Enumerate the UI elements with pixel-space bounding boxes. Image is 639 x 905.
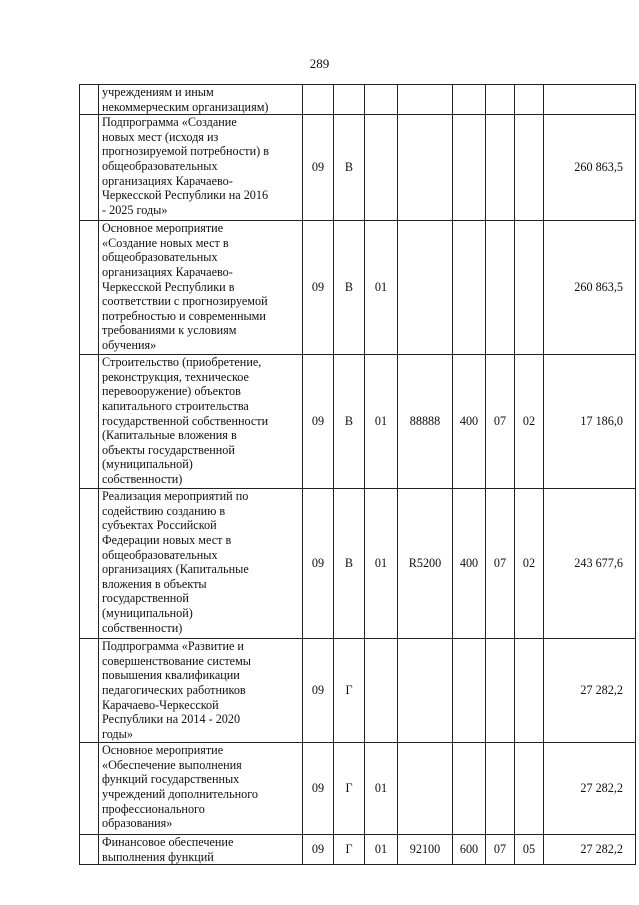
description-text: Основное мероприятие «Обеспечение выполнения функций государственных учреждений дополнительного профессионального образования» — [102, 743, 259, 831]
direction-code-cell: R5200 — [398, 489, 453, 639]
description-cell — [99, 115, 303, 221]
description-text: Финансовое обеспечение выполнения функций — [102, 835, 234, 864]
subsection-cell: 02 — [515, 489, 544, 639]
description-cell — [99, 489, 303, 639]
row-number-cell — [80, 115, 99, 221]
section-cell: 07 — [486, 355, 515, 489]
direction-code-cell — [398, 639, 453, 743]
subsection-cell — [515, 743, 544, 835]
budget-table — [79, 84, 636, 865]
table-row — [80, 221, 636, 355]
program-code-cell: 09 — [303, 835, 334, 865]
amount-cell: 27 282,2 — [544, 743, 636, 835]
subprogram-code-cell — [334, 85, 365, 115]
amount-cell: 260 863,5 — [544, 221, 636, 355]
direction-code-cell: 92100 — [398, 835, 453, 865]
expense-type-cell — [453, 221, 486, 355]
row-number-cell — [80, 85, 99, 115]
row-number-cell — [80, 743, 99, 835]
description-text: Подпрограмма «Создание новых мест (исходя из прогнозируемой потребности) в общеобразовательных организациях Карачаево- Черкесской Республики на 2016 - 2025 годы» — [102, 115, 269, 217]
table-row — [80, 835, 636, 865]
amount-cell — [544, 85, 636, 115]
subprogram-code-cell: Г — [334, 835, 365, 865]
table-row — [80, 639, 636, 743]
subprogram-code-cell: В — [334, 489, 365, 639]
budget-table-body — [80, 85, 636, 865]
description-cell — [99, 221, 303, 355]
subsection-cell — [515, 115, 544, 221]
activity-code-cell — [365, 639, 398, 743]
expense-type-cell: 400 — [453, 355, 486, 489]
activity-code-cell: 01 — [365, 221, 398, 355]
expense-type-cell: 400 — [453, 489, 486, 639]
subprogram-code-cell: В — [334, 355, 365, 489]
program-code-cell: 09 — [303, 115, 334, 221]
table-row — [80, 489, 636, 639]
activity-code-cell: 01 — [365, 743, 398, 835]
description-text: Подпрограмма «Развитие и совершенствование системы повышения квалификации педагогических работников Карачаево-Черкесской Республики на 2014 - 2020 годы» — [102, 639, 251, 741]
amount-cell: 260 863,5 — [544, 115, 636, 221]
description-cell — [99, 355, 303, 489]
amount-cell: 27 282,2 — [544, 835, 636, 865]
table-row — [80, 85, 636, 115]
section-cell — [486, 115, 515, 221]
activity-code-cell: 01 — [365, 489, 398, 639]
subsection-cell: 05 — [515, 835, 544, 865]
program-code-cell: 09 — [303, 221, 334, 355]
direction-code-cell: 88888 — [398, 355, 453, 489]
subsection-cell — [515, 221, 544, 355]
program-code-cell: 09 — [303, 355, 334, 489]
direction-code-cell — [398, 743, 453, 835]
description-text: Строительство (приобретение, реконструкция, техническое перевооружение) объектов капитального строительства государственной собственности (Капитальные вложения в объекты государственной (муниципальной) собственности) — [102, 355, 269, 486]
section-cell — [486, 639, 515, 743]
section-cell — [486, 743, 515, 835]
description-cell — [99, 743, 303, 835]
subprogram-code-cell: Г — [334, 639, 365, 743]
activity-code-cell — [365, 85, 398, 115]
description-text: учреждениям и иным некоммерческим организациям) — [102, 85, 269, 114]
table-row — [80, 355, 636, 489]
expense-type-cell — [453, 115, 486, 221]
activity-code-cell — [365, 115, 398, 221]
program-code-cell: 09 — [303, 489, 334, 639]
activity-code-cell: 01 — [365, 355, 398, 489]
subprogram-code-cell: Г — [334, 743, 365, 835]
program-code-cell: 09 — [303, 639, 334, 743]
direction-code-cell — [398, 85, 453, 115]
description-cell — [99, 85, 303, 115]
program-code-cell: 09 — [303, 743, 334, 835]
row-number-cell — [80, 639, 99, 743]
subsection-cell — [515, 85, 544, 115]
description-text: Реализация мероприятий по содействию созданию в субъектах Российской Федерации новых мест в общеобразовательных организациях (Капитальные вложения в объекты государственной (муниципальной) собственности) — [102, 489, 249, 635]
row-number-cell — [80, 221, 99, 355]
table-row — [80, 115, 636, 221]
page-number: 289 — [309, 56, 330, 71]
activity-code-cell: 01 — [365, 835, 398, 865]
row-number-cell — [80, 835, 99, 865]
amount-cell: 17 186,0 — [544, 355, 636, 489]
section-cell — [486, 85, 515, 115]
amount-cell: 27 282,2 — [544, 639, 636, 743]
amount-cell: 243 677,6 — [544, 489, 636, 639]
description-cell — [99, 639, 303, 743]
row-number-cell — [80, 489, 99, 639]
section-cell — [486, 221, 515, 355]
description-text: Основное мероприятие «Создание новых мест в общеобразовательных организациях Карачаево- Черкесской Республики в соответствии с прогнозируемой потребностью и современными требованиями к условиям обучения» — [102, 221, 268, 352]
expense-type-cell — [453, 639, 486, 743]
program-code-cell — [303, 85, 334, 115]
table-row — [80, 743, 636, 835]
subprogram-code-cell: В — [334, 115, 365, 221]
subprogram-code-cell: В — [334, 221, 365, 355]
section-cell: 07 — [486, 835, 515, 865]
direction-code-cell — [398, 115, 453, 221]
subsection-cell: 02 — [515, 355, 544, 489]
expense-type-cell — [453, 743, 486, 835]
description-cell — [99, 835, 303, 865]
expense-type-cell: 600 — [453, 835, 486, 865]
expense-type-cell — [453, 85, 486, 115]
direction-code-cell — [398, 221, 453, 355]
subsection-cell — [515, 639, 544, 743]
row-number-cell — [80, 355, 99, 489]
section-cell: 07 — [486, 489, 515, 639]
